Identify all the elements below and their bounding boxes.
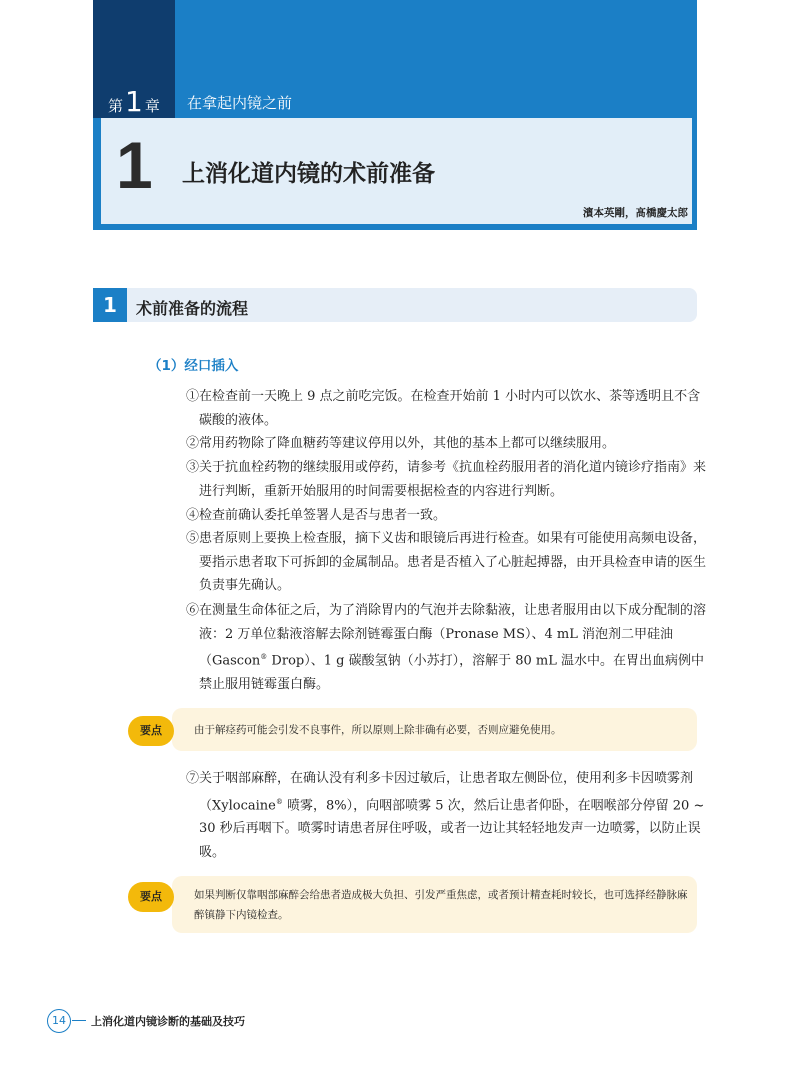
list-item-3: ③关于抗血栓药物的继续服用或停药，请参考《抗血栓药服用者的消化道内镜诊疗指南》来进行判断，重新开始服用的时间需要根据检查的内容进行判断。: [186, 460, 707, 499]
list-item-2: ②常用药物除了降血糖药等建议停用以外，其他的基本上都可以继续服用。: [186, 436, 616, 451]
list-item-7: [186, 767, 706, 864]
footer-divider: [72, 1020, 86, 1021]
tip-text-1: 由于解痉药可能会引发不良事件，所以原则上除非确有必要，否则应避免使用。: [194, 724, 562, 736]
footer-book-title: 上消化道内镜诊断的基础及技巧: [91, 1015, 245, 1028]
tip-box-2: [172, 876, 697, 933]
subheading: （1）经口插入: [148, 358, 239, 374]
authors: 濱本英剛，髙橋慶太郎: [583, 207, 688, 219]
list-item-6-part2: Drop）、1 g 碳酸氢钠（小苏打），溶解于 80 mL 温水中。在胃出血病例中禁止服用链霉蛋白酶。: [199, 653, 704, 692]
section-number: 1: [116, 128, 153, 202]
chapter-label-prefix: 第: [108, 97, 124, 115]
tip-box-1: [172, 708, 697, 751]
section-title: 上消化道内镜的术前准备: [182, 161, 435, 187]
list-item-7-part2: 喷雾，8%），向咽部喷雾 5 次，然后让患者仰卧，在咽喉部分停留 20 ~ 30 秒后再咽下。喷雾时请患者屏住呼吸，或者一边让其轻轻地发声一边喷雾，以防止误吸。: [199, 797, 705, 860]
list-item-6-part1: ⑥在测量生命体征之后，为了消除胃内的气泡并去除黏液，让患者服用由以下成分配制的溶液：2 万单位黏液溶解去除剂链霉蛋白酶（Pronase MS）、4 mL 消泡剂二甲硅油（Gascon: [186, 603, 707, 669]
subsection-number: 1: [93, 288, 127, 322]
registered-mark: ®: [275, 797, 283, 806]
page-number: 14: [47, 1009, 71, 1033]
list-item-4: ④检查前确认委托单签署人是否与患者一致。: [186, 508, 447, 523]
tip-badge-2: 要点: [128, 882, 174, 912]
list-item-6: [186, 599, 706, 696]
chapter-number: 1: [125, 85, 143, 118]
tip-badge-1: 要点: [128, 716, 174, 746]
chapter-label: [108, 85, 160, 118]
chapter-label-suffix: 章: [144, 97, 160, 115]
list-item-7-part1: ⑦关于咽部麻醉，在确认没有利多卡因过敏后，让患者取左侧卧位，使用利多卡因喷雾剂（Xylocaine: [186, 771, 694, 813]
chapter-title: 在拿起内镜之前: [187, 94, 293, 112]
registered-mark: ®: [260, 653, 268, 661]
subsection-title: 术前准备的流程: [136, 299, 249, 318]
list-item-5: ⑤患者原则上要换上检查服，摘下义齿和眼镜后再进行检查。如果有可能使用高频电设备，要指示患者取下可拆卸的金属制品。患者是否植入了心脏起搏器，由开具检查申请的医生负责事先确认。: [186, 531, 707, 593]
list-item-1: ①在检查前一天晚上 9 点之前吃完饭。在检查开始前 1 小时内可以饮水、茶等透明且不含碳酸的液体。: [186, 389, 701, 428]
tip-text-2: 如果判断仅靠咽部麻醉会给患者造成极大负担、引发严重焦虑，或者预计精查耗时较长，也可选择经静脉麻醉镇静下内镜检查。: [194, 889, 688, 921]
